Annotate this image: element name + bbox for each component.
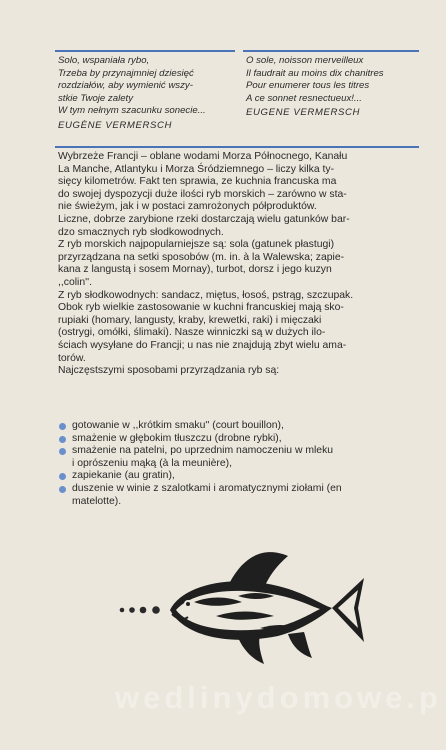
body-line: dzo smacznych ryb słodkowodnych. bbox=[58, 226, 224, 238]
epigraph-line: rozdziałów, aby wymienić wszy- bbox=[58, 80, 193, 92]
epigraph-author: EUGENE VERMERSCH bbox=[246, 107, 361, 119]
body-line: do swojej dyspozycji duże ilości ryb morskich – zarówno w sta- bbox=[58, 188, 347, 200]
bullet-dot-icon bbox=[59, 486, 66, 493]
body-line: (ostrygi, omółki, ślimaki). Nasze winniczki są w dużych ilo- bbox=[58, 327, 326, 339]
epigraph-line: Trzeba by przynajmniej dziesięć bbox=[58, 67, 194, 79]
bubble-dots bbox=[120, 606, 160, 614]
body-line: rupiaki (homary, langusty, kraby, krewetki, raki) i mięczaki bbox=[58, 314, 322, 326]
epigraph-line: Pour enumerer tous les titres bbox=[246, 80, 370, 92]
list-item bbox=[58, 470, 424, 483]
epigraph-line: Il faudrait au moins dix chanitres bbox=[246, 67, 384, 79]
epigraph-line: stkie Twoje zalety bbox=[58, 92, 133, 104]
list-item-line: matelotte). bbox=[72, 495, 122, 507]
list-item-line: gotowanie w ,,krótkim smaku'' (court bouillon), bbox=[72, 420, 284, 431]
bullet-dot-icon bbox=[59, 423, 66, 430]
body-line: Najczęstszymi sposobami przyrządzania ryb są: bbox=[58, 365, 280, 377]
epigraph-author: EUGÈNE VERMERSCH bbox=[58, 119, 173, 131]
body-line: sięcy kilometrów. Fakt ten sprawia, ze kuchnia francuska ma bbox=[58, 176, 337, 188]
bullet-dot-icon bbox=[59, 436, 66, 443]
epigraph-bottom-rule bbox=[55, 146, 419, 148]
list-item-line: smażenie na patelni, po uprzednim namoczeniu w mleku bbox=[72, 445, 334, 457]
cooking-methods-list bbox=[58, 420, 424, 508]
body-text bbox=[58, 151, 424, 378]
bullet-dot-icon bbox=[59, 473, 66, 480]
bullet-dot-icon bbox=[59, 448, 66, 455]
list-item bbox=[58, 445, 424, 470]
body-line: Z ryb słodkowodnych: sandacz, miętus, łosoś, pstrąg, szczupak. bbox=[58, 289, 354, 301]
body-line: Z ryb morskich najpopularniejsze są: sola (gatunek płastugi) bbox=[58, 239, 335, 251]
body-line: kana z langustą i sosem Mornay), turbot, dorsz i jego kuzyn bbox=[58, 264, 332, 276]
epigraph-french bbox=[246, 55, 421, 120]
body-line: przyrządzana na setki sposobów (m. in. à la Walewska; zapie- bbox=[58, 251, 345, 263]
epigraph-polish bbox=[58, 55, 234, 133]
body-line: ,,colin''. bbox=[58, 276, 92, 288]
epigraph-top-rule-right bbox=[243, 50, 419, 52]
fish-illustration bbox=[118, 538, 368, 670]
epigraph-top-rule-left bbox=[55, 50, 235, 52]
list-item bbox=[58, 433, 424, 446]
list-item bbox=[58, 483, 424, 508]
list-item-line: smażenie w głębokim tłuszczu (drobne rybki), bbox=[72, 432, 282, 444]
list-item-line: zapiekanie (au gratin), bbox=[72, 470, 175, 482]
body-line: ściach wysyłane do Francji; u nas nie znajdują zbyt wielu ama- bbox=[58, 339, 347, 351]
body-line: torów. bbox=[58, 352, 86, 364]
list-item-line: i oprószeniu mąką (à la meunière), bbox=[72, 457, 232, 469]
list-item-line: duszenie w winie z szalotkami i aromatycznymi ziołami (en bbox=[72, 482, 342, 494]
epigraph-line: W tym nełnym szacunku sonecie... bbox=[58, 105, 206, 117]
list-item bbox=[58, 420, 424, 433]
body-line: Liczne, dobrze zarybione rzeki dostarczają wielu gatunków bar- bbox=[58, 213, 350, 225]
epigraph-line: O sole, noisson merveilleux bbox=[246, 55, 364, 66]
watermark-text: wedlinydomowe.p bbox=[115, 680, 442, 715]
body-line: nie świeżym, jak i w postaci zamrożonych półproduktów. bbox=[58, 201, 317, 213]
epigraph-line: Solo, wspaniała rybo, bbox=[58, 55, 150, 66]
epigraph-line: A ce sonnet resnectueux!... bbox=[246, 92, 362, 104]
body-line: Wybrzeże Francji – oblane wodami Morza Północnego, Kanału bbox=[58, 151, 348, 162]
body-line: La Manche, Atlantyku i Morza Śródziemnego – liczy kilka ty- bbox=[58, 163, 335, 175]
body-line: Obok ryb wielkie zastosowanie w kuchni francuskiej mają sko- bbox=[58, 302, 344, 314]
